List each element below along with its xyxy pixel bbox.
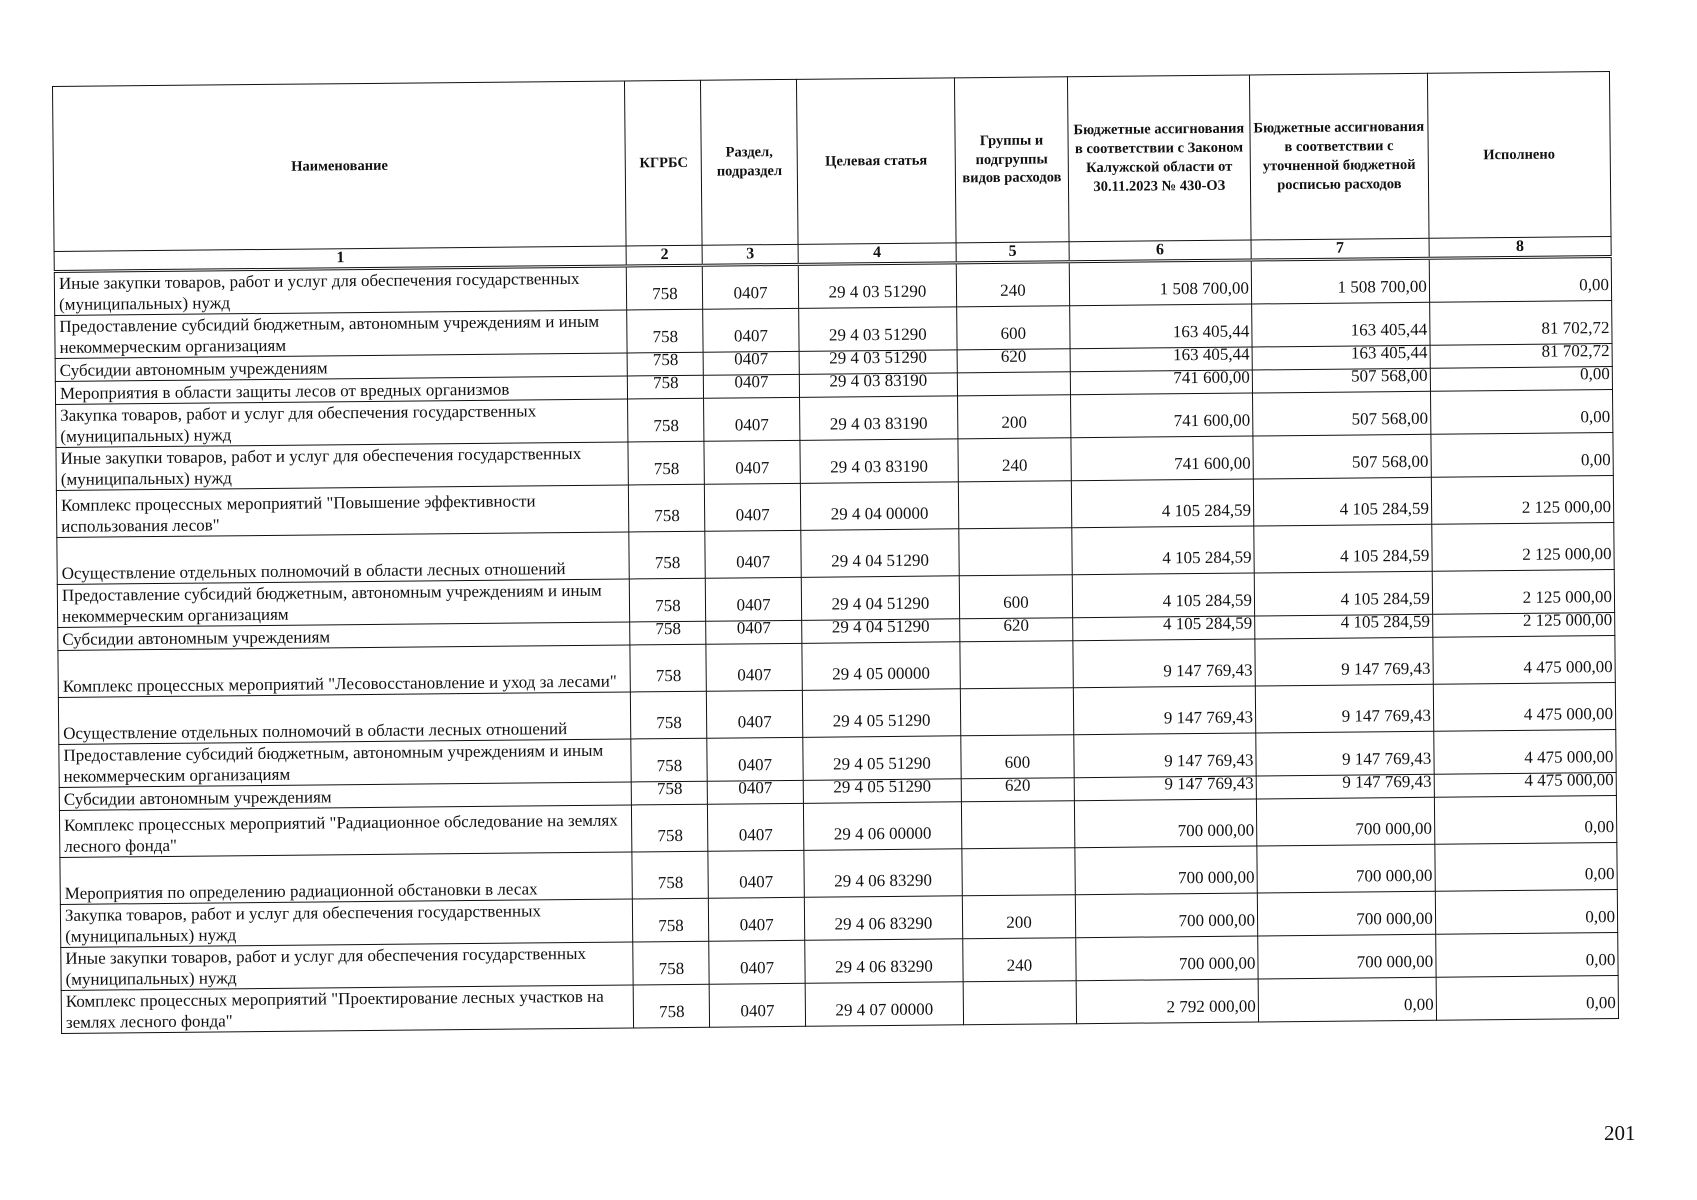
cell-executed-value: 2 125 000,00 (1522, 543, 1612, 564)
cell-kgrbs (628, 441, 704, 485)
cell-kgrbs-value: 758 (658, 1001, 685, 1021)
cell-refined-value: 700 000,00 (1355, 865, 1433, 886)
cell-executed (1436, 976, 1619, 1021)
cell-target (802, 642, 961, 691)
cell-refined-value: 163 405,44 (1350, 342, 1428, 363)
header-section: Раздел, подраздел (701, 79, 798, 245)
cell-section (706, 577, 802, 621)
cell-executed-value: 0,00 (1584, 816, 1615, 836)
cell-executed (1430, 363, 1612, 392)
cell-target-value: 29 4 06 83290 (834, 870, 933, 891)
cell-law-value: 4 105 284,59 (1162, 590, 1253, 610)
cell-kgrbs (630, 578, 706, 622)
cell-target (803, 802, 962, 851)
cell-law (1070, 393, 1253, 438)
cell-name: Иные закупки товаров, работ и услуг для обеспечения государственных (муниципальных) нужд (54, 266, 627, 315)
cell-refined (1253, 477, 1431, 526)
cell-executed (1435, 933, 1618, 978)
cell-group-value: 600 (1000, 323, 1027, 343)
header-law: Бюджетные ассигнования в соответствии с Законом Калужской области от 30.11.2023 № 430-ОЗ (1067, 75, 1251, 242)
cell-target-value: 29 4 06 83290 (834, 913, 933, 934)
cell-kgrbs-value: 758 (655, 595, 681, 615)
cell-kgrbs-value: 758 (652, 372, 679, 392)
cell-kgrbs (632, 851, 708, 899)
cell-group (962, 848, 1075, 896)
cell-law-value: 9 147 769,43 (1163, 660, 1253, 680)
cell-group-value: 620 (1003, 615, 1030, 635)
cell-law-value: 4 105 284,59 (1162, 613, 1253, 633)
cell-refined (1252, 365, 1430, 393)
cell-kgrbs-value: 758 (656, 712, 682, 732)
cell-target-value: 29 4 04 00000 (830, 503, 929, 524)
cell-group-value: 240 (1000, 280, 1026, 300)
cell-section (705, 530, 801, 578)
cell-refined-value: 700 000,00 (1355, 818, 1433, 839)
header-groups: Группы и подгруппы видов расходов (955, 77, 1069, 243)
cell-section-value: 0407 (734, 371, 769, 392)
cell-target-value: 29 4 06 83290 (834, 956, 933, 977)
cell-group (956, 262, 1069, 307)
cell-target (803, 736, 962, 781)
cell-group (961, 735, 1074, 779)
cell-target-value: 29 4 03 51290 (828, 281, 927, 302)
cell-target-value: 29 4 03 51290 (828, 324, 927, 345)
cell-refined-value: 4 105 284,59 (1340, 611, 1431, 632)
col-number: 6 (1069, 240, 1251, 262)
cell-refined (1252, 302, 1430, 347)
cell-group-value: 240 (1001, 455, 1028, 475)
cell-executed (1434, 730, 1617, 775)
cell-kgrbs (634, 984, 710, 1028)
cell-law (1071, 436, 1254, 481)
cell-refined-value: 9 147 769,43 (1341, 705, 1431, 726)
cell-section-value: 0407 (737, 664, 772, 685)
header-kgrbs: КГРБС (625, 80, 702, 246)
cell-target (799, 370, 958, 398)
cell-section (703, 308, 799, 352)
cell-kgrbs-value: 758 (653, 415, 680, 435)
cell-refined-value: 507 568,00 (1351, 408, 1429, 429)
cell-group-value: 620 (1004, 775, 1031, 795)
cell-law (1072, 526, 1255, 575)
cell-group (961, 801, 1074, 849)
cell-section (710, 983, 806, 1027)
cell-refined-value: 9 147 769,43 (1341, 748, 1432, 769)
cell-law (1072, 613, 1254, 641)
cell-section-value: 0407 (739, 871, 774, 892)
cell-name: Осуществление отдельных полномочий в области лесных отношений (58, 692, 631, 744)
cell-executed-value: 4 475 000,00 (1523, 703, 1614, 724)
cell-target (802, 689, 961, 738)
cell-section (708, 803, 804, 851)
col-number: 8 (1429, 237, 1611, 259)
cell-law (1074, 733, 1257, 778)
cell-kgrbs (630, 644, 706, 692)
cell-executed (1433, 636, 1616, 685)
cell-name: Иные закупки товаров, работ и услуг для обеспечения государственных (муниципальных) нужд (61, 942, 634, 990)
cell-law-value: 163 405,44 (1172, 321, 1250, 341)
cell-target (805, 982, 964, 1027)
cell-executed (1429, 301, 1612, 346)
cell-law (1075, 846, 1258, 895)
header-executed: Исполнено (1427, 72, 1611, 239)
cell-section-value: 0407 (738, 754, 773, 775)
cell-name: Мероприятия в области защиты лесов от вредных организмов (55, 376, 628, 404)
cell-refined-value: 1 508 700,00 (1337, 276, 1427, 297)
cell-target-value: 29 4 04 51290 (831, 616, 930, 637)
cell-section-value: 0407 (733, 282, 768, 303)
cell-section (704, 440, 800, 484)
cell-section-value: 0407 (738, 777, 773, 798)
cell-target (805, 939, 964, 984)
cell-kgrbs-value: 758 (656, 755, 683, 775)
col-number: 3 (702, 244, 798, 265)
cell-group-value: 200 (1001, 412, 1028, 432)
cell-target-value: 29 4 03 51290 (829, 347, 928, 368)
cell-kgrbs-value: 758 (653, 458, 680, 478)
header-refined: Бюджетные ассигнования в соответствии с уточненной бюджетной росписью расходов (1249, 73, 1428, 240)
cell-kgrbs (627, 309, 703, 353)
cell-target-value: 29 4 05 51290 (832, 753, 931, 774)
cell-refined (1255, 637, 1433, 686)
cell-refined (1254, 524, 1432, 573)
cell-refined (1256, 797, 1434, 846)
cell-target (798, 263, 957, 309)
cell-section-value: 0407 (736, 617, 771, 638)
cell-section-value: 0407 (739, 957, 775, 978)
cell-executed (1432, 523, 1615, 572)
cell-executed (1431, 433, 1614, 478)
col-number: 2 (627, 245, 703, 266)
cell-law-value: 741 600,00 (1173, 367, 1250, 387)
cell-kgrbs (628, 398, 704, 442)
cell-law (1073, 639, 1256, 688)
cell-target (804, 849, 963, 898)
cell-target-value: 29 4 03 83190 (830, 456, 929, 477)
cell-target (801, 616, 960, 644)
cell-refined (1255, 684, 1433, 733)
budget-table (52, 71, 1619, 1034)
cell-kgrbs-value: 758 (652, 349, 679, 369)
cell-section-value: 0407 (735, 504, 770, 525)
cell-refined (1257, 844, 1435, 893)
cell-target (804, 896, 963, 941)
cell-kgrbs-value: 758 (652, 283, 678, 303)
cell-target-value: 29 4 03 83190 (829, 413, 928, 434)
cell-law (1073, 686, 1256, 735)
cell-name: Комплекс процессных мероприятий "Радиационное обследование на землях лесного фонда" (59, 805, 632, 857)
cell-section-value: 0407 (736, 594, 771, 615)
cell-name: Осуществление отдельных полномочий в области лесных отношений (57, 532, 630, 584)
cell-name: Закупка товаров, работ и услуг для обеспечения государственных (муниципальных) нужд (56, 399, 629, 447)
cell-executed-value: 0,00 (1579, 363, 1610, 383)
cell-executed-value: 0,00 (1579, 274, 1610, 294)
cell-group (963, 981, 1076, 1025)
cell-kgrbs-value: 758 (652, 326, 679, 346)
cell-target-value: 29 4 03 83190 (829, 370, 928, 391)
cell-refined (1256, 731, 1434, 776)
cell-section (707, 737, 803, 781)
cell-group (960, 615, 1073, 642)
cell-section (705, 483, 801, 531)
cell-executed-value: 2 125 000,00 (1522, 586, 1613, 607)
cell-refined-value: 700 000,00 (1356, 951, 1434, 972)
cell-executed-value: 0,00 (1586, 992, 1616, 1012)
cell-executed-value: 0,00 (1580, 406, 1611, 426)
cell-kgrbs (627, 265, 703, 310)
cell-executed (1435, 843, 1618, 892)
page-number: 201 (1604, 1121, 1636, 1145)
cell-law-value: 741 600,00 (1174, 453, 1251, 473)
cell-target-value: 29 4 07 00000 (835, 999, 934, 1020)
cell-law-value: 1 508 700,00 (1159, 278, 1250, 298)
cell-section (709, 940, 805, 984)
cell-executed-value: 81 702,72 (1541, 317, 1610, 338)
cell-refined (1256, 771, 1434, 799)
cell-refined (1257, 891, 1435, 936)
cell-law-value: 700 000,00 (1178, 867, 1255, 887)
cell-law-value: 9 147 769,43 (1164, 750, 1254, 770)
cell-section-value: 0407 (734, 414, 769, 435)
cell-kgrbs (633, 898, 709, 942)
cell-refined-value: 507 568,00 (1351, 451, 1429, 472)
col-number: 4 (798, 243, 956, 265)
cell-law-value: 700 000,00 (1178, 910, 1256, 930)
cell-executed (1433, 683, 1616, 732)
cell-refined-value: 4 105 284,59 (1340, 545, 1430, 566)
cell-group (961, 775, 1074, 802)
header-row (53, 72, 1612, 252)
cell-target-value: 29 4 04 51290 (831, 550, 929, 571)
cell-kgrbs (628, 372, 704, 399)
cell-executed-value: 0,00 (1585, 949, 1616, 969)
cell-refined (1253, 434, 1431, 479)
cell-group (958, 481, 1071, 529)
cell-refined (1258, 934, 1436, 979)
cell-section (706, 617, 802, 644)
cell-section (708, 777, 804, 804)
cell-law-value: 700 000,00 (1178, 953, 1256, 973)
cell-kgrbs-value: 758 (655, 618, 681, 638)
cell-law-value: 4 105 284,59 (1161, 500, 1252, 520)
header-name: Наименование (53, 81, 627, 251)
cell-group-value: 600 (1003, 592, 1029, 612)
cell-target (803, 776, 962, 804)
cell-law (1075, 893, 1258, 938)
cell-law (1071, 479, 1254, 528)
cell-kgrbs (631, 691, 707, 739)
cell-kgrbs-value: 758 (658, 958, 685, 978)
cell-law (1074, 799, 1257, 848)
cell-executed (1429, 257, 1612, 303)
cell-kgrbs-value: 758 (655, 665, 682, 685)
cell-section (704, 397, 800, 441)
cell-name: Мероприятия по определению радиационной обстановки в лесах (60, 852, 633, 904)
cell-name: Комплекс процессных мероприятий "Лесовосстановление и уход за лесами" (58, 645, 631, 697)
cell-target (799, 396, 958, 441)
cell-refined-value: 700 000,00 (1356, 908, 1433, 929)
cell-name: Субсидии автономным учреждениям (58, 622, 631, 650)
cell-kgrbs (632, 804, 708, 852)
cell-refined-value: 4 105 284,59 (1339, 498, 1429, 519)
cell-group (963, 938, 1076, 982)
cell-group (960, 641, 1073, 689)
cell-law-value: 9 147 769,43 (1163, 707, 1254, 727)
cell-target-value: 29 4 05 00000 (832, 663, 931, 684)
cell-section (709, 897, 805, 941)
cell-law-value: 163 405,44 (1173, 344, 1250, 364)
cell-executed-value: 81 702,72 (1541, 340, 1610, 361)
cell-name: Предоставление субсидий бюджетным, автономным учреждениям и иным некоммерческим организациям (57, 579, 630, 627)
cell-section (706, 643, 802, 691)
cell-refined-value: 9 147 769,43 (1342, 771, 1432, 792)
cell-kgrbs (633, 941, 709, 985)
col-number: 5 (956, 242, 1069, 263)
cell-section-value: 0407 (736, 551, 771, 572)
cell-section-value: 0407 (733, 325, 769, 346)
cell-law-value: 700 000,00 (1177, 820, 1255, 840)
cell-name: Комплекс процессных мероприятий "Повышение эффективности использования лесов" (56, 485, 629, 537)
cell-group (959, 575, 1072, 619)
cell-section (708, 850, 804, 898)
cell-section-value: 0407 (737, 711, 772, 732)
cell-refined-value: 9 147 769,43 (1341, 658, 1431, 679)
cell-group-value: 240 (1006, 955, 1033, 975)
cell-section-value: 0407 (738, 824, 773, 845)
cell-name: Комплекс процессных мероприятий "Проектирование лесных участков на землях лесного фонда" (61, 985, 634, 1033)
cell-kgrbs-value: 758 (657, 825, 683, 845)
cell-refined (1251, 258, 1429, 304)
cell-section-value: 0407 (739, 914, 774, 935)
cell-executed (1430, 390, 1613, 435)
cell-group-value: 620 (1000, 346, 1027, 366)
cell-group-value: 200 (1006, 912, 1032, 932)
cell-section-value: 0407 (740, 1000, 775, 1021)
cell-kgrbs-value: 758 (654, 505, 680, 525)
cell-kgrbs-value: 758 (656, 778, 683, 798)
cell-section (704, 371, 800, 398)
cell-refined-value: 0,00 (1403, 994, 1434, 1014)
cell-refined (1252, 391, 1430, 436)
cell-kgrbs (631, 738, 707, 782)
cell-group (958, 395, 1071, 439)
cell-name: Субсидии автономным учреждениям (55, 353, 628, 381)
cell-executed (1432, 570, 1615, 615)
cell-group-value: 600 (1004, 752, 1031, 772)
cell-name: Субсидии автономным учреждениям (59, 782, 632, 810)
cell-law-value: 9 147 769,43 (1164, 773, 1254, 793)
cell-group (960, 688, 1073, 736)
cell-refined (1258, 977, 1436, 1022)
cell-group (957, 346, 1070, 373)
cell-executed-value: 0,00 (1584, 863, 1615, 883)
cell-law (1074, 773, 1256, 801)
cell-executed-value: 0,00 (1580, 449, 1611, 469)
cell-refined (1254, 571, 1432, 616)
cell-section (707, 690, 803, 738)
cell-law (1069, 260, 1252, 306)
cell-executed (1434, 769, 1616, 798)
cell-law (1069, 304, 1252, 349)
col-number: 1 (54, 246, 627, 271)
cell-name: Предоставление субсидий бюджетным, автономным учреждениям и иным некоммерческим организациям (59, 739, 632, 787)
cell-target (800, 482, 959, 531)
cell-name: Предоставление субсидий бюджетным, автономным учреждениям и иным некоммерческим организациям (55, 310, 628, 358)
cell-group (958, 438, 1071, 482)
cell-law-value: 4 105 284,59 (1162, 547, 1252, 567)
cell-executed (1435, 890, 1618, 935)
cell-target-value: 29 4 05 51290 (833, 776, 932, 797)
header-target: Целевая статья (796, 78, 956, 245)
cell-law-value: 2 792 000,00 (1166, 996, 1256, 1016)
cell-law (1076, 979, 1259, 1024)
cell-target-value: 29 4 06 00000 (833, 823, 932, 844)
cell-group (959, 528, 1072, 576)
cell-law (1076, 936, 1259, 981)
cell-refined-value: 4 105 284,59 (1340, 588, 1430, 609)
cell-target (800, 439, 959, 484)
cell-group (957, 306, 1070, 350)
cell-executed-value: 0,00 (1585, 906, 1616, 926)
cell-refined-value: 507 568,00 (1351, 365, 1428, 386)
cell-kgrbs (629, 531, 705, 579)
cell-section-value: 0407 (734, 348, 769, 369)
cell-executed-value: 2 125 000,00 (1521, 496, 1612, 517)
col-number: 7 (1251, 238, 1429, 260)
cell-executed-value: 4 475 000,00 (1524, 769, 1614, 790)
cell-law (1072, 573, 1255, 618)
cell-target (801, 576, 960, 621)
cell-kgrbs-value: 758 (658, 915, 684, 935)
cell-target-value: 29 4 05 51290 (832, 710, 931, 731)
cell-executed-value: 4 475 000,00 (1523, 656, 1613, 677)
cell-law (1070, 367, 1252, 395)
cell-refined (1255, 611, 1433, 639)
cell-target-value: 29 4 04 51290 (831, 593, 930, 614)
cell-kgrbs (630, 618, 706, 645)
cell-executed-value: 2 125 000,00 (1522, 609, 1613, 630)
cell-kgrbs-value: 758 (654, 552, 681, 572)
cell-target (798, 307, 957, 352)
cell-kgrbs-value: 758 (657, 872, 684, 892)
cell-executed-value: 4 475 000,00 (1524, 746, 1614, 767)
cell-group (962, 895, 1075, 939)
cell-name: Закупка товаров, работ и услуг для обеспечения государственных (муниципальных) нужд (60, 899, 633, 947)
cell-law-value: 741 600,00 (1173, 410, 1251, 430)
cell-name: Иные закупки товаров, работ и услуг для обеспечения государственных (муниципальных) нужд (56, 442, 629, 490)
cell-kgrbs (629, 484, 705, 532)
cell-executed (1432, 609, 1614, 638)
budget-table-sheet (52, 86, 1616, 1034)
cell-executed (1434, 796, 1617, 845)
cell-target (801, 529, 960, 578)
cell-section-value: 0407 (735, 457, 770, 478)
cell-refined-value: 163 405,44 (1350, 319, 1428, 340)
cell-section (703, 264, 799, 309)
cell-kgrbs (632, 778, 708, 805)
cell-executed (1431, 476, 1614, 525)
cell-group (957, 372, 1070, 396)
